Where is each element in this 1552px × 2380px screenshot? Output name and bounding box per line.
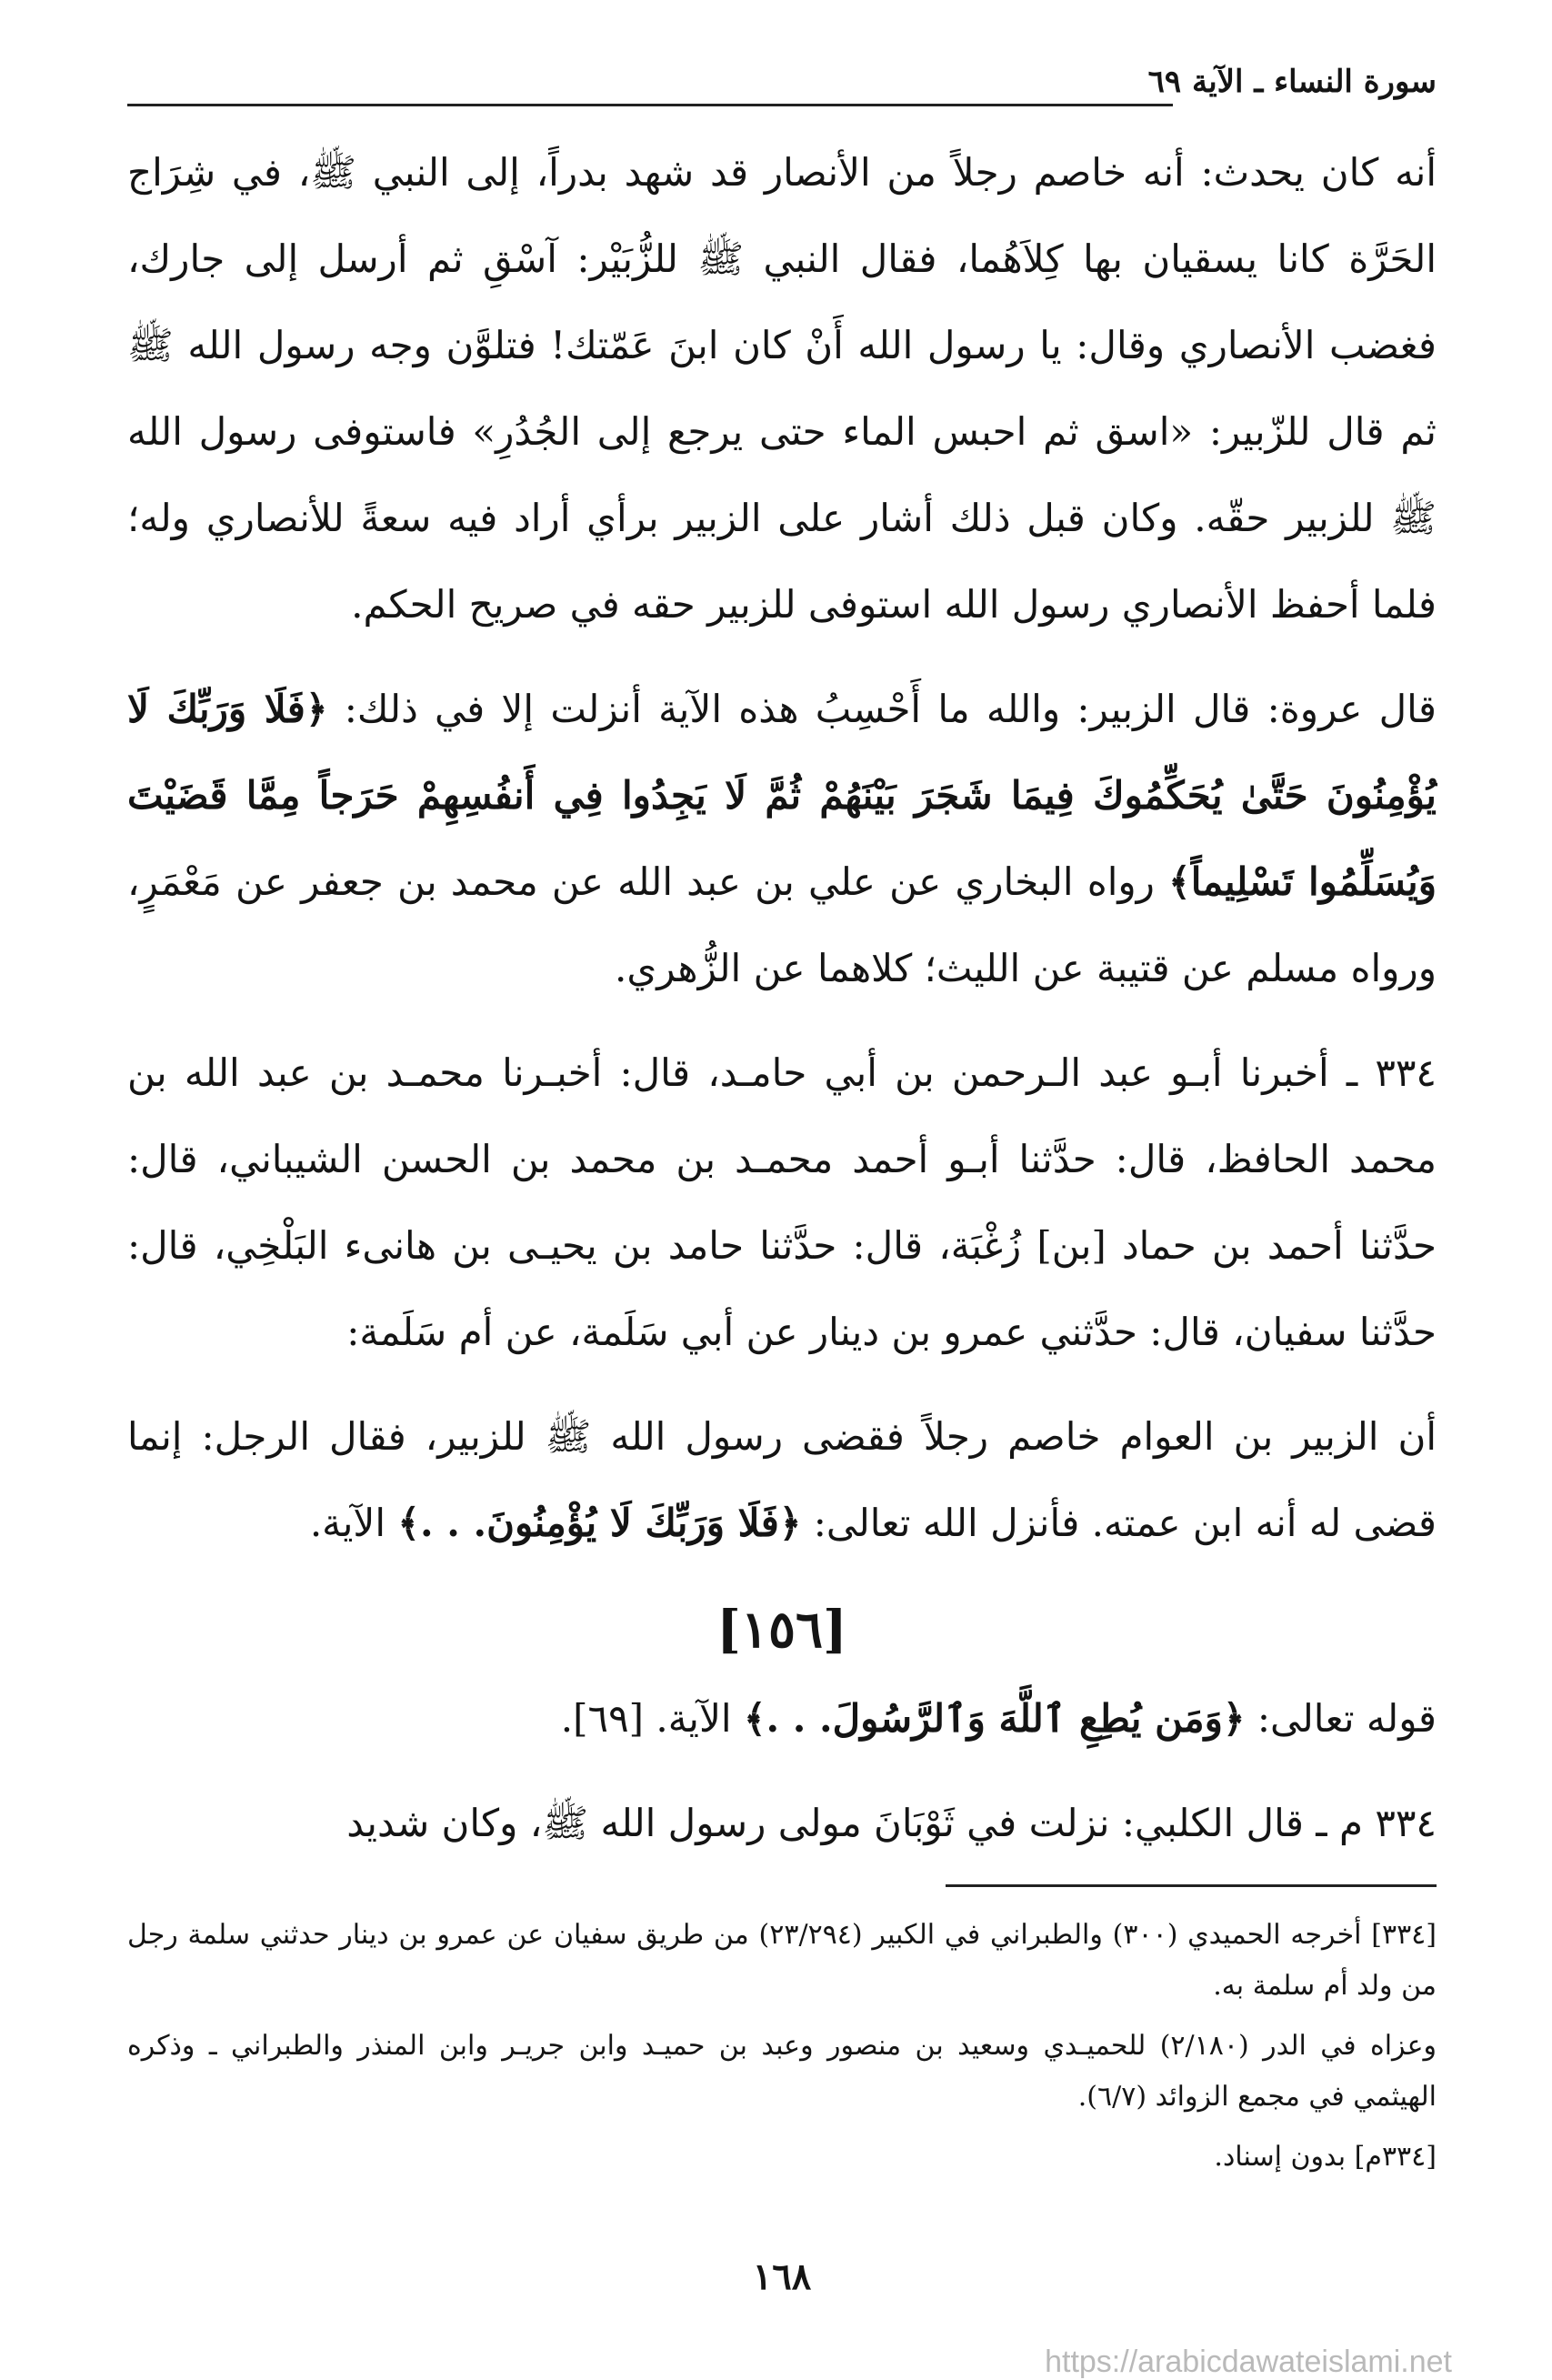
paragraph-urwa	[127, 666, 1437, 1011]
section-number: [١٥٦]	[716, 1600, 847, 1660]
hadith-334m: ٣٣٤ م ـ قال الكلبي: نزلت في ثَوْبَانَ مولى رسول الله ﷺ، وكان شديد	[346, 1801, 1437, 1845]
watermark-url: https://arabicdawateislami.net	[1045, 2345, 1452, 2379]
footnote: وعزاه في الدر (٢/١٨٠) للحميـدي وسعيد بن منصور وعبد بن حميـد وابن جريـر وابن المنذر والطبراني ـ وذكره الهيثمي في مجمع الزوائد (٦/٧).	[127, 2030, 1437, 2113]
quran-verse: ﴿فَلَا وَرَبِّكَ لَا يُؤْمِنُونَ حَتَّىٰ يُحَكِّمُوكَ فِيمَا شَجَرَ بَيْنَهُمْ ثُمَّ لَا يَجِدُوا فِي أَنفُسِهِمْ حَرَجاً مِمَّا قَضَيْتَ وَيُسَلِّمُوا تَسْلِيماً﴾	[127, 687, 1437, 904]
matn-tail: الآية.	[309, 1501, 386, 1545]
footnotes	[127, 1910, 1437, 2192]
section-verse-line	[127, 1675, 1437, 1762]
hadith-334-isnad: ٣٣٤ ـ أخبرنا أبـو عبد الـرحمن بن أبي حامـد، قال: أخبـرنا محمـد بن عبد الله بن محمد الحافظ، قال: حدَّثنا أبـو أحمد محمـد بن محمد بن الحسن الشيباني، قال: حدَّثنا أحمد بن حماد [بن] زُغْبَة، قال: حدَّثنا حامد بن يحيـى بن هانىء البَلْخِي، قال: حدَّثنا سفيان، قال: حدَّثني عمرو بن دينار عن أبي سَلَمة، عن أم سَلَمة:	[127, 1050, 1437, 1354]
page-number: ١٦٨	[752, 2255, 812, 2298]
footnote: [٣٣٤م] بدون إسناد.	[1214, 2141, 1437, 2173]
header-title: سورة النساء ـ الآية ٦٩	[1147, 64, 1437, 100]
footnote: [٣٣٤] أخرجه الحميدي (٣٠٠) والطبراني في الكبير (٢٣/٢٩٤) من طريق سفيان عن عمرو بن دينار حدثني سلمة رجل من ولد أم سلمة به.	[127, 1919, 1437, 2002]
quran-verse: ﴿فَلَا وَرَبِّكَ لَا يُؤْمِنُونَ. . .﴾	[397, 1501, 802, 1545]
paragraph-zubayr-dispute: أنه كان يحدث: أنه خاصم رجلاً من الأنصار قد شهد بدراً، إلى النبي ﷺ، في شِرَاج الحَرَّة كانا يسقيان بها كِلاَهُما، فقال النبي ﷺ للزُّبَيْر: آسْقِ ثم أرسل إلى جارك، فغضب الأنصاري وقال: يا رسول الله أَنْ كان ابنَ عَمّتك! فتلوَّن وجه رسول الله ﷺ ثم قال للزّبير: «اسق ثم احبس الماء حتى يرجع إلى الجُدُرِ» فاستوفى رسول الله ﷺ للزبير حقّه. وكان قبل ذلك أشار على الزبير برأي أراد فيه سعةً للأنصاري وله؛ فلما أحفظ الأنصاري رسول الله استوفى للزبير حقه في صريح الحكم.	[127, 150, 1437, 627]
main-text	[127, 129, 1437, 1884]
running-header	[127, 55, 1437, 118]
section-lead: قوله تعالى:	[1257, 1696, 1437, 1741]
footnote-rule	[946, 1884, 1437, 1887]
urwa-tail: رواه البخاري عن علي بن عبد الله عن محمد بن جعفر عن مَعْمَرٍ، ورواه مسلم عن قتيبة عن الليث؛ كلاهما عن الزُّهري.	[127, 859, 1437, 990]
header-rule	[127, 104, 1173, 106]
quran-verse: ﴿وَمَن يُطِعِ ٱللَّهَ وَٱلرَّسُولَ. . .﴾	[743, 1696, 1246, 1741]
matn-lead: أن الزبير بن العوام خاصم رجلاً فقضى رسول الله ﷺ للزبير، فقال الرجل: إنما قضى له أنه ابن عمته. فأنزل الله تعالى:	[127, 1414, 1437, 1545]
section-tail: الآية. [٦٩].	[560, 1696, 732, 1741]
urwa-lead: قال عروة: قال الزبير: والله ما أَحْسِبُ هذه الآية أنزلت إلا في ذلك:	[344, 687, 1437, 731]
book-page	[127, 55, 1437, 2310]
hadith-334-matn	[127, 1393, 1437, 1566]
